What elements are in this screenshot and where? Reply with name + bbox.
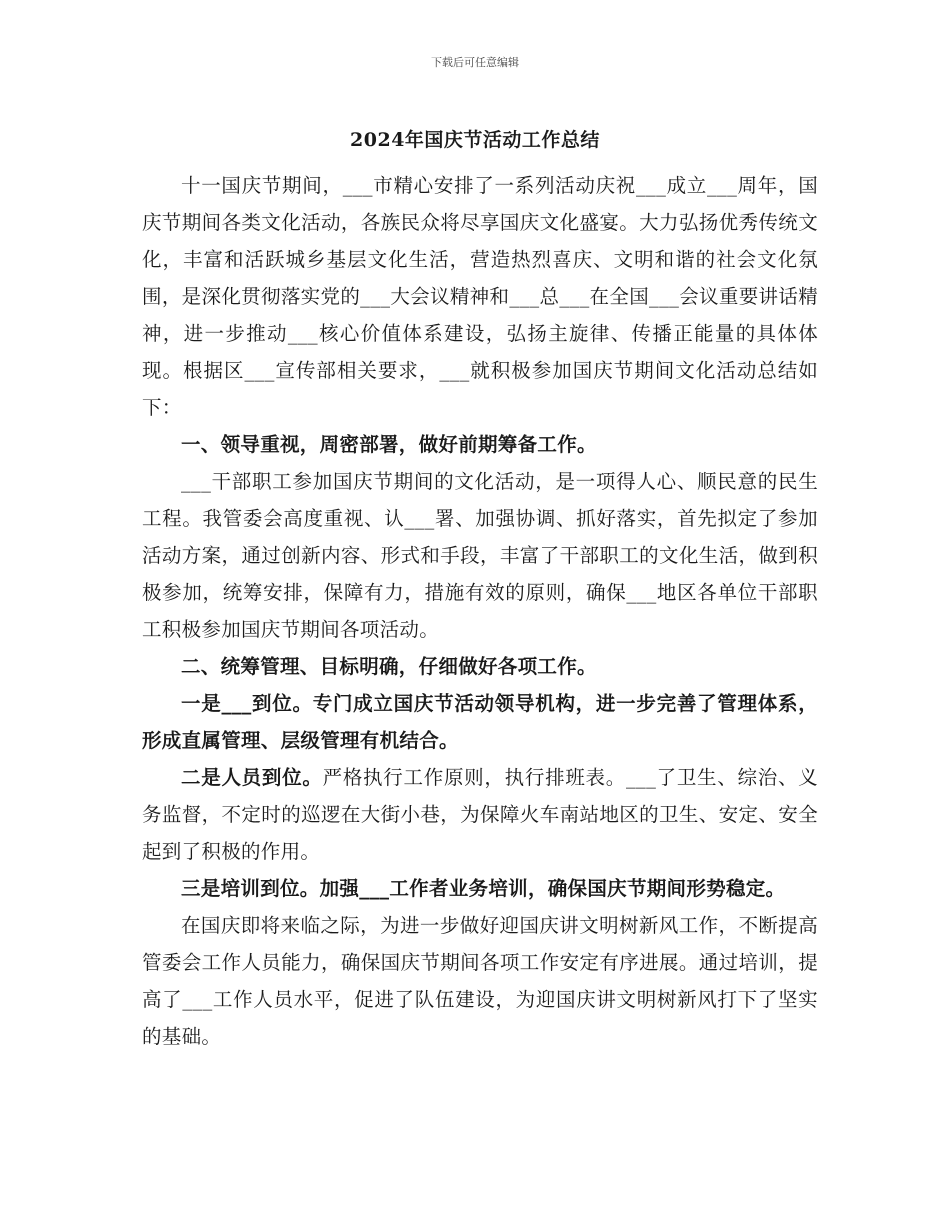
paragraph-point-3: 三是培训到位。加强___工作者业务培训，确保国庆节期间形势稳定。 — [181, 877, 786, 900]
point-2-body: 严格执行工作原则，执行排班表。___了卫生、综治、义务监督，不定时的巡逻在大街小巷，为保障火车南站地区的卫生、安定、安全起到了积极的作用。 — [142, 766, 818, 863]
paragraph-leadership: ___干部职工参加国庆节期间的文化活动，是一项得人心、顺民意的民生工程。我管委会高度重视、认___署、加强协调、抓好落实，首先拟定了参加活动方案，通过创新内容、形式和手段，丰富了干部职工的文化生活，做到积极参加，统筹安排，保障有力，措施有效的原则，确保___地区各单位干部职工积极参加国庆节期间各项活动。 — [142, 470, 818, 641]
paragraph-intro: 十一国庆节期间，___市精心安排了一系列活动庆祝___成立___周年，国庆节期间各类文化活动，各族民众将尽享国庆文化盛宴。大力弘扬优秀传统文化，丰富和活跃城乡基层文化生活，营造热烈喜庆、文明和谐的社会文化氛围，是深化贯彻落实党的___大会议精神和___总___在全国___会议重要讲话精神，进一步推动___核心价值体系建设，弘扬主旋律、传播正能量的具体体现。根据区___宣传部相关要求，___就积极参加国庆节期间文化活动总结如下： — [142, 174, 818, 419]
paragraph-point-1: 一是___到位。专门成立国庆节活动领导机构，进一步完善了管理体系，形成直属管理、层级管理有机结合。 — [142, 692, 818, 752]
page-header: 下载后可任意编辑 — [431, 56, 519, 69]
document-body — [142, 167, 818, 1055]
section-heading-1: 一、领导重视，周密部署，做好前期筹备工作。 — [181, 433, 597, 456]
point-2-lead: 二是人员到位。 — [181, 766, 323, 789]
document-title: 2024年国庆节活动工作总结 — [350, 129, 600, 151]
paragraph-training: 在国庆即将来临之际，为进一步做好迎国庆讲文明树新风工作，不断提高管委会工作人员能力，确保国庆节期间各项工作安定有序进展。通过培训，提高了___工作人员水平，促进了队伍建设，为迎国庆讲文明树新风打下了坚实的基础。 — [142, 914, 818, 1048]
paragraph-point-2 — [142, 759, 818, 870]
section-heading-2: 二、统筹管理、目标明确，仔细做好各项工作。 — [181, 655, 597, 678]
